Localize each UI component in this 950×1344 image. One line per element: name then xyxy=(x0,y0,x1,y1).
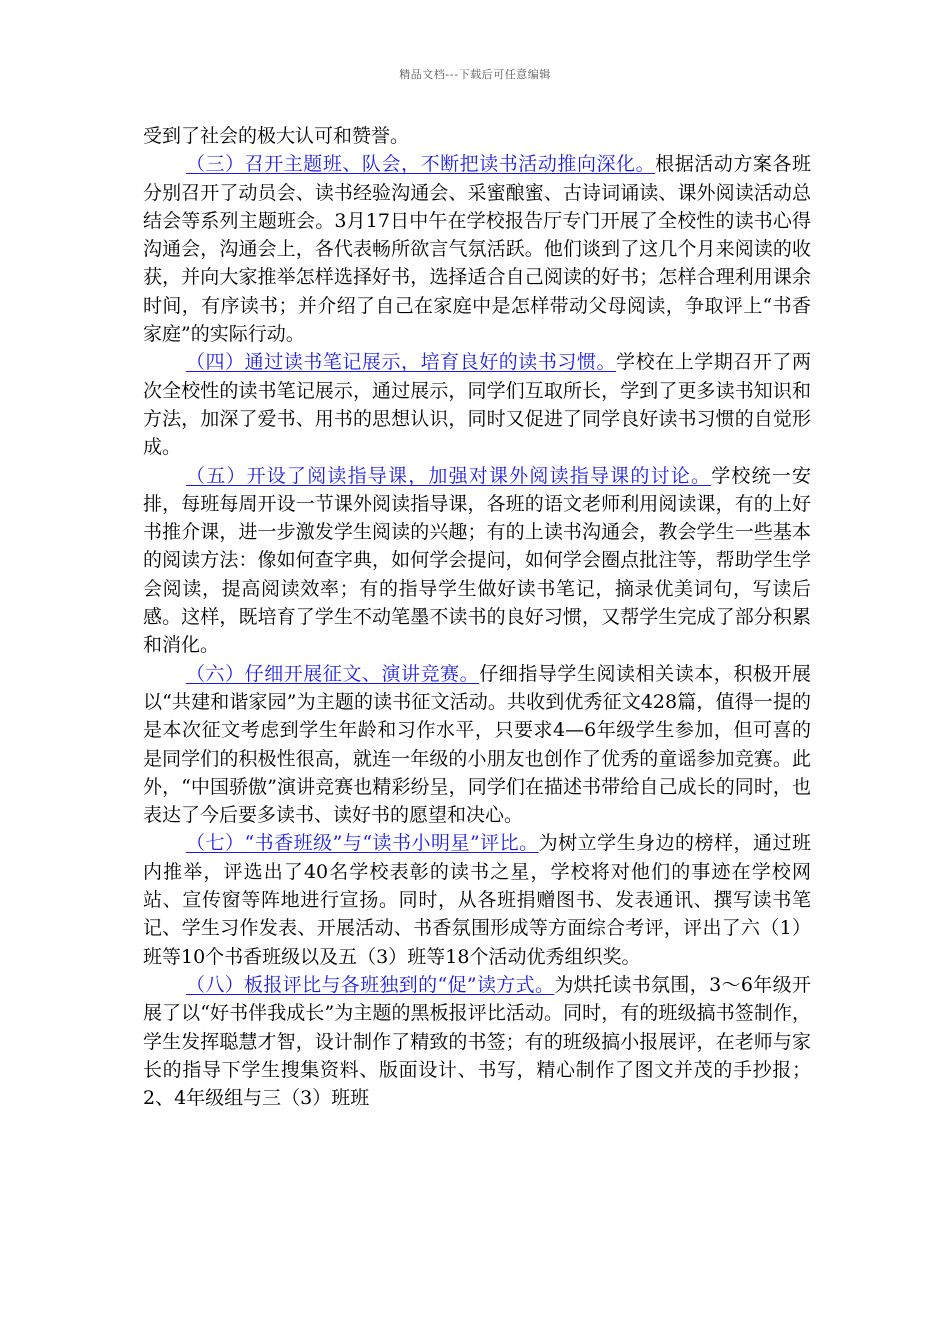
paragraph-section-5 xyxy=(143,462,811,660)
section-heading-link[interactable]: （八）板报评比与各班独到的“促”读方式。 xyxy=(186,973,555,996)
section-heading-link[interactable]: （五）开设了阅读指导课，加强对课外阅读指导课的讨论。 xyxy=(186,464,712,487)
paragraph-section-4 xyxy=(143,348,811,461)
paragraph-section-3 xyxy=(143,150,811,348)
paragraph-text: 受到了社会的极大认可和赞誉。 xyxy=(143,125,410,147)
section-heading-link[interactable]: （三）召开主题班、队会，不断把读书活动推向深化。 xyxy=(186,153,656,176)
paragraph-text: 仔细指导学生阅读相关读本，积极开展以“共建和谐家园”为主题的读书征文活动。共收到优秀征文428篇，值得一提的是本次征文考虑到学生年龄和习作水平，只要求4—6年级学生参加，但可喜的是同学们的积极性很高，就连一年级的小朋友也创作了优秀的童谣参加竞赛。此外，“中国骄傲”演讲竞赛也精彩纷呈，同学们在描述书带给自己成长的同时，也表达了今后要多读书、读好书的愿望和决心。 xyxy=(143,662,811,827)
section-heading-link[interactable]: （六）仔细开展征文、演讲竞赛。 xyxy=(186,662,480,685)
paragraph-text: 为树立学生身边的榜样，通过班内推举，评选出了40名学校表彰的读书之星，学校将对他们的事迹在学校网站、宣传窗等阵地进行宣扬。同时，从各班捐赠图书、发表通讯、撰写读书笔记、学生习作发表、开展活动、书香氛围形成等方面综合考评，评出了六（1）班等10个书香班级以及五（3）班等18个活动优秀组织奖。 xyxy=(143,832,811,968)
paragraph-text: 学校统一安排，每班每周开设一节课外阅读指导课，各班的语文老师利用阅读课，有的上好书推介课，进一步激发学生阅读的兴趣；有的上读书沟通会，教会学生一些基本的阅读方法：像如何查字典，如何学会提问，如何学会圈点批注等，帮助学生学会阅读，提高阅读效率；有的指导学生做好读书笔记，摘录优美词句，写读后感。这样，既培育了学生不动笔墨不读书的良好习惯，又帮学生完成了部分积累和消化。 xyxy=(143,464,811,657)
paragraph-text: 为烘托读书氛围，3～6年级开展了以“好书伴我成长”为主题的黑板报评比活动。同时，有的班级搞书签制作，学生发挥聪慧才智，设计制作了精致的书签；有的班级搞小报展评，在老师与家长的指导下学生搜集资料、版面设计、书写，精心制作了图文并茂的手抄报；2、4年级组与三（3）班班 xyxy=(143,973,811,1110)
section-heading-link[interactable]: （四）通过读书笔记展示，培育良好的读书习惯。 xyxy=(186,351,617,374)
paragraph-continuation xyxy=(143,122,811,150)
paragraph-section-6 xyxy=(143,660,811,830)
body-text xyxy=(143,122,811,1112)
paragraph-text: 根据活动方案各班分别召开了动员会、读书经验沟通会、采蜜酿蜜、古诗词诵读、课外阅读活动总结会等系列主题班会。3月17日中午在学校报告厅专门开展了全校性的读书心得沟通会，沟通会上，各代表畅所欲言气氛活跃。他们谈到了这几个月来阅读的收获，并向大家推举怎样选择好书，选择适合自己阅读的好书；怎样合理利用课余时间，有序读书；并介绍了自己在家庭中是怎样带动父母阅读，争取评上“书香家庭”的实际行动。 xyxy=(143,153,811,346)
paragraph-section-8 xyxy=(143,971,811,1112)
paragraph-section-7 xyxy=(143,829,811,970)
page-header: 精品文档---下载后可任意编辑 xyxy=(399,68,551,81)
paragraph-text: 学校在上学期召开了两次全校性的读书笔记展示，通过展示，同学们互取所长，学到了更多读书知识和方法，加深了爱书、用书的思想认识，同时又促进了同学良好读书习惯的自觉形成。 xyxy=(143,351,811,459)
section-heading-link[interactable]: （七）“书香班级”与“读书小明星”评比。 xyxy=(186,832,539,855)
